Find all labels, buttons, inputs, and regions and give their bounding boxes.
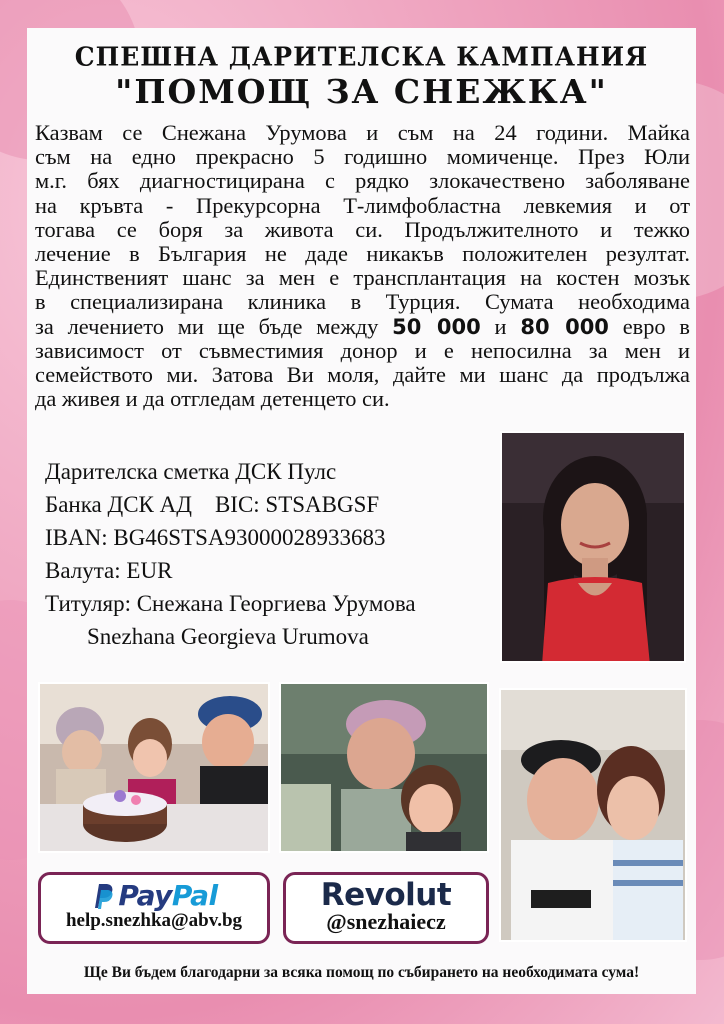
amount-suffix: евро в [608,313,690,339]
campaign-title: СПЕШНА ДАРИТЕЛСКА КАМПАНИЯ [74,41,649,72]
bank-account: Дарителска сметка ДСК Пулс [45,459,337,484]
bank-name-row [45,488,416,521]
paypal-email[interactable]: help.snezhka@abv.bg [65,910,243,931]
story-line: тогава се боря за живота си. Продължителното и тежко [35,216,690,242]
story-text [35,121,690,411]
story-line: да живея и да отгледам детенцето си. [35,386,390,412]
bank-holder: Титуляр: Снежана Георгиева Урумова [45,591,416,616]
revolut-logo: Revolut [320,877,452,913]
story-line: м.г. бях диагностицирана с рядко злокачествено заболяване [35,168,690,194]
story-line: зависимост от съвместимия донор и е непосилна за мен и [35,337,690,363]
flyer-panel [27,28,696,994]
story-line: в специализирана клиника в Турция. Сумата необходима [35,289,690,315]
amount-max: 80 000 [520,314,609,339]
bank-bic: BIC: STSABGSF [214,492,380,517]
story-line: семейството ми. Затова Ви моля, дайте ми шанс да продължа [35,362,690,388]
story-line: на кръвта - Прекурсорна Т-лимфобластна левкемия и от [35,192,690,218]
revolut-handle[interactable]: @snezhaiecz [326,909,446,934]
couple-selfie-photo [499,688,687,942]
portrait-photo [500,431,686,663]
bank-currency: Валута: EUR [45,558,173,583]
thank-you-note: Ще Ви бъдем благодарни за всяка помощ по събирането на необходимата сума! [83,964,640,981]
bank-holder-latin: Snezhana Georgieva Urumova [87,624,369,649]
family-birthday-photo [38,682,270,853]
amount-min: 50 000 [392,314,481,339]
amount-prefix: за лечението ми ще бъде между [35,313,393,339]
story-line: Казвам се Снежана Урумова и съм на 24 години. Майка [35,120,690,145]
mother-daughter-photo [279,682,489,853]
story-line: Единственият шанс за мен е трансплантация на костен мозък [35,265,690,291]
story-line: лечение в България не даде никакъв положителен резултат. [35,241,690,267]
paypal-logo-pal: Pal [171,879,218,912]
bank-details [45,455,416,653]
story-line-amount [35,315,690,339]
story-line: съм на едно прекрасно 5 годишно момиченце. През Юли [35,144,690,170]
paypal-card [38,872,270,944]
amount-mid: и [480,313,521,339]
paypal-icon [90,882,114,910]
bank-name: Банка ДСК АД [45,492,192,517]
revolut-card [283,872,489,944]
paypal-logo [41,879,267,912]
campaign-name: "ПОМОЩ ЗА СНЕЖКА" [115,72,608,111]
paypal-logo-pay: Pay [118,879,172,912]
bank-iban: IBAN: BG46STSA93000028933683 [45,525,386,550]
